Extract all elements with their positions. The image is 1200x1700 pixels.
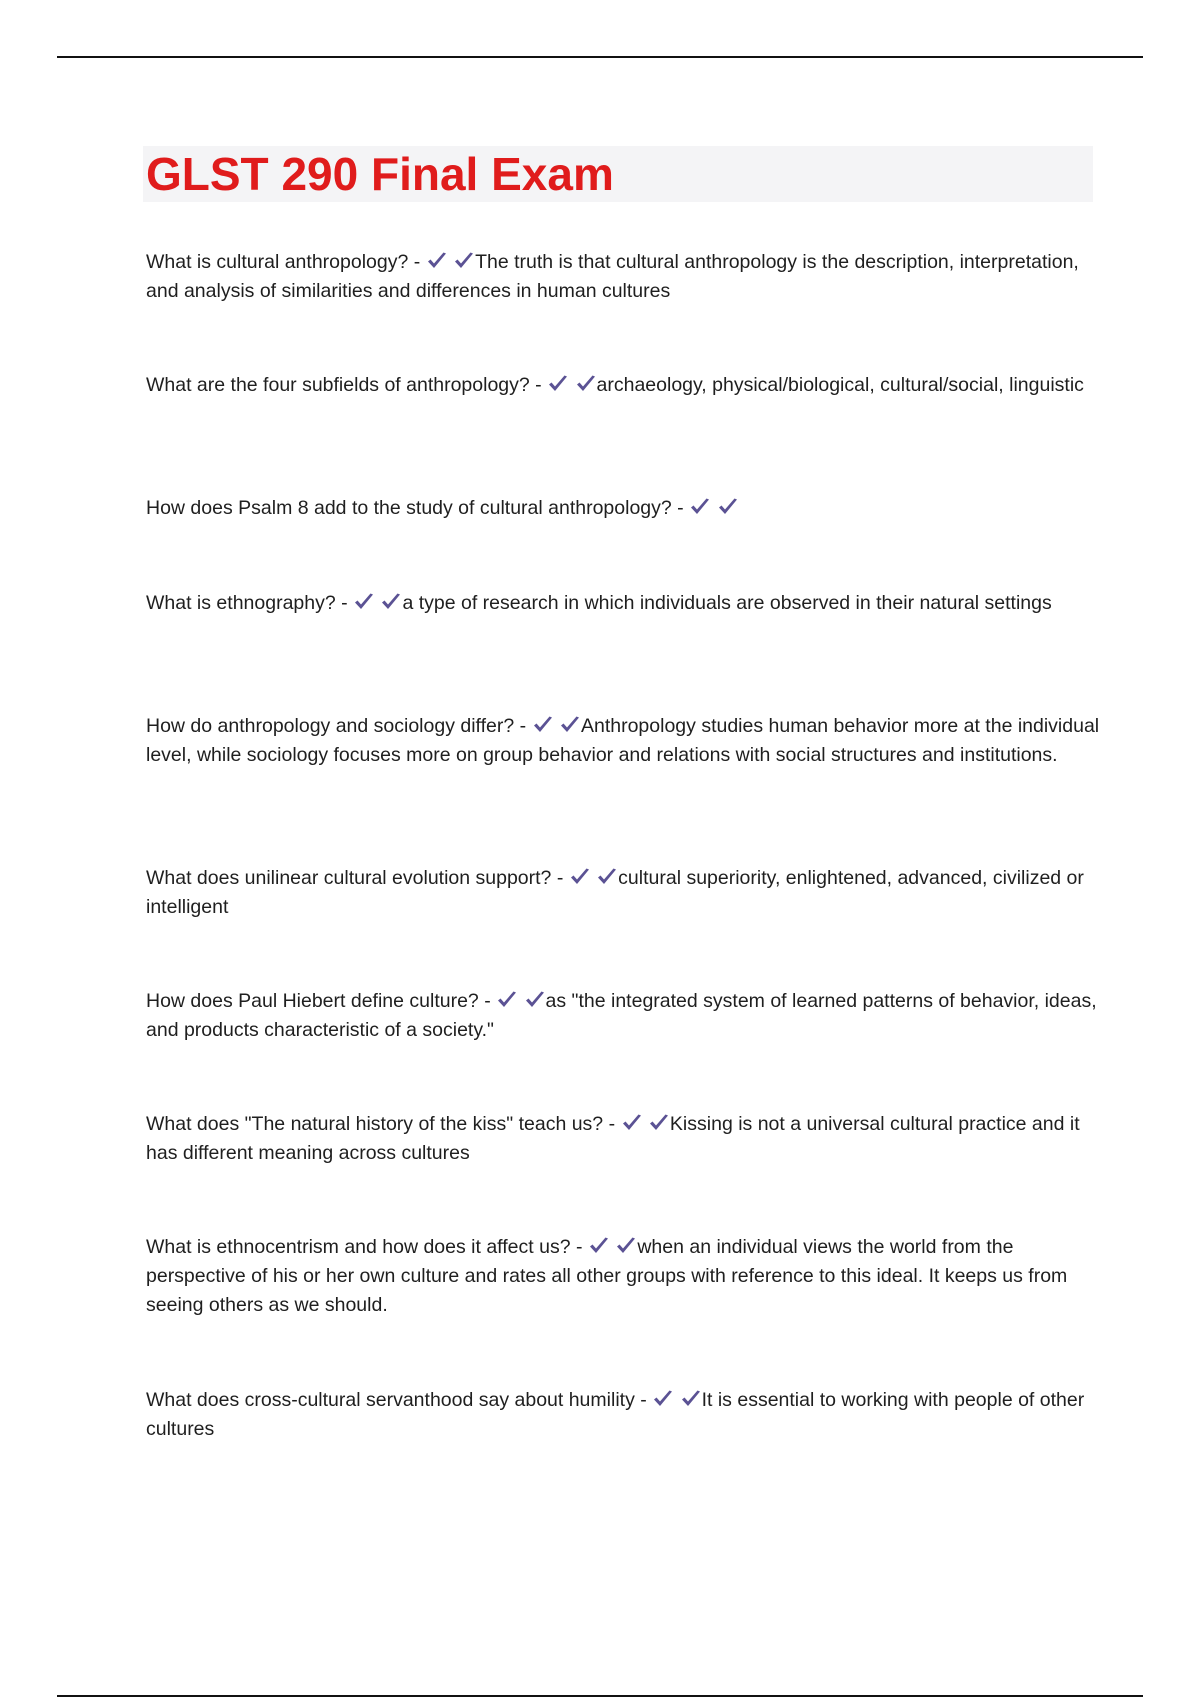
answer-marker bbox=[588, 1236, 637, 1258]
question-text: What are the four subfields of anthropology? bbox=[146, 374, 530, 396]
checkmark-icon bbox=[652, 1389, 674, 1409]
checkmark-icon bbox=[532, 715, 554, 735]
checkmark-icon bbox=[496, 990, 518, 1010]
answer-text: cultural superiority, enlightened, advanced, civilized or intelligent bbox=[146, 867, 1084, 918]
question-text: What does cross-cultural servanthood say about humility bbox=[146, 1389, 635, 1411]
checkmark-icon bbox=[426, 251, 448, 271]
answer-marker bbox=[569, 867, 618, 889]
answer-marker bbox=[652, 1389, 701, 1411]
checkmark-icon bbox=[621, 1113, 643, 1133]
answer-marker bbox=[426, 251, 475, 273]
answer-marker bbox=[353, 592, 402, 614]
question-text: What does unilinear cultural evolution support? bbox=[146, 867, 552, 889]
qa-item bbox=[146, 589, 1101, 618]
checkmark-icon bbox=[615, 1236, 637, 1256]
title-band bbox=[143, 146, 1093, 202]
question-text: What is ethnography? bbox=[146, 592, 336, 614]
qa-item bbox=[146, 1110, 1101, 1168]
checkmark-icon bbox=[680, 1389, 702, 1409]
checkmark-icon bbox=[547, 374, 569, 394]
checkmark-icon bbox=[524, 990, 546, 1010]
answer-text: archaeology, physical/biological, cultural/social, linguistic bbox=[596, 374, 1084, 396]
question-separator: - bbox=[478, 990, 497, 1012]
question-text: How does Paul Hiebert define culture? bbox=[146, 990, 479, 1012]
answer-text: Anthropology studies human behavior more at the individual level, while sociology focuses more on group behavior and relations with social structures and institutions. bbox=[146, 715, 1100, 766]
question-separator: - bbox=[551, 867, 569, 889]
bottom-rule bbox=[57, 1695, 1143, 1697]
top-rule bbox=[57, 56, 1143, 58]
answer-text: when an individual views the world from the perspective of his or her own culture and rates all other groups with reference to this ideal. It keeps us from seeing others as we should. bbox=[146, 1236, 1068, 1316]
checkmark-icon bbox=[596, 867, 618, 887]
checkmark-icon bbox=[559, 715, 581, 735]
answer-text: The truth is that cultural anthropology is the description, interpretation, and analysis of similarities and differences in human cultures bbox=[146, 251, 1079, 302]
answer-marker bbox=[689, 497, 738, 519]
answer-text: as "the integrated system of learned patterns of behavior, ideas, and products characteristic of a society." bbox=[146, 990, 1097, 1041]
question-separator: - bbox=[570, 1236, 588, 1258]
checkmark-icon bbox=[569, 867, 591, 887]
answer-text: a type of research in which individuals are observed in their natural settings bbox=[402, 592, 1052, 614]
question-text: How do anthropology and sociology differ? bbox=[146, 715, 515, 737]
answer-marker bbox=[532, 715, 581, 737]
qa-item bbox=[146, 248, 1101, 306]
qa-item bbox=[146, 864, 1101, 922]
checkmark-icon bbox=[575, 374, 597, 394]
question-separator: - bbox=[603, 1113, 621, 1135]
question-separator: - bbox=[408, 251, 426, 273]
checkmark-icon bbox=[588, 1236, 610, 1256]
answer-marker bbox=[496, 990, 545, 1012]
answer-text: Kissing is not a universal cultural practice and it has different meaning across cultures bbox=[146, 1113, 1080, 1164]
question-separator: - bbox=[634, 1389, 653, 1411]
answer-marker bbox=[547, 374, 596, 396]
question-separator: - bbox=[514, 715, 532, 737]
qa-item bbox=[146, 712, 1101, 770]
question-separator: - bbox=[671, 497, 690, 519]
qa-item bbox=[146, 494, 1101, 523]
qa-item bbox=[146, 371, 1101, 400]
question-text: How does Psalm 8 add to the study of cultural anthropology? bbox=[146, 497, 672, 519]
page-title: GLST 290 Final Exam bbox=[146, 148, 614, 200]
answer-marker bbox=[621, 1113, 670, 1135]
question-text: What is ethnocentrism and how does it affect us? bbox=[146, 1236, 571, 1258]
answer-text: It is essential to working with people of other cultures bbox=[146, 1389, 1085, 1440]
checkmark-icon bbox=[717, 497, 739, 517]
question-separator: - bbox=[529, 374, 548, 396]
checkmark-icon bbox=[648, 1113, 670, 1133]
checkmark-icon bbox=[453, 251, 475, 271]
qa-item bbox=[146, 987, 1101, 1045]
question-text: What is cultural anthropology? bbox=[146, 251, 409, 273]
checkmark-icon bbox=[689, 497, 711, 517]
qa-item bbox=[146, 1233, 1101, 1320]
question-text: What does "The natural history of the kiss" teach us? bbox=[146, 1113, 604, 1135]
checkmark-icon bbox=[353, 592, 375, 612]
checkmark-icon bbox=[380, 592, 402, 612]
question-separator: - bbox=[335, 592, 354, 614]
qa-item bbox=[146, 1386, 1101, 1444]
